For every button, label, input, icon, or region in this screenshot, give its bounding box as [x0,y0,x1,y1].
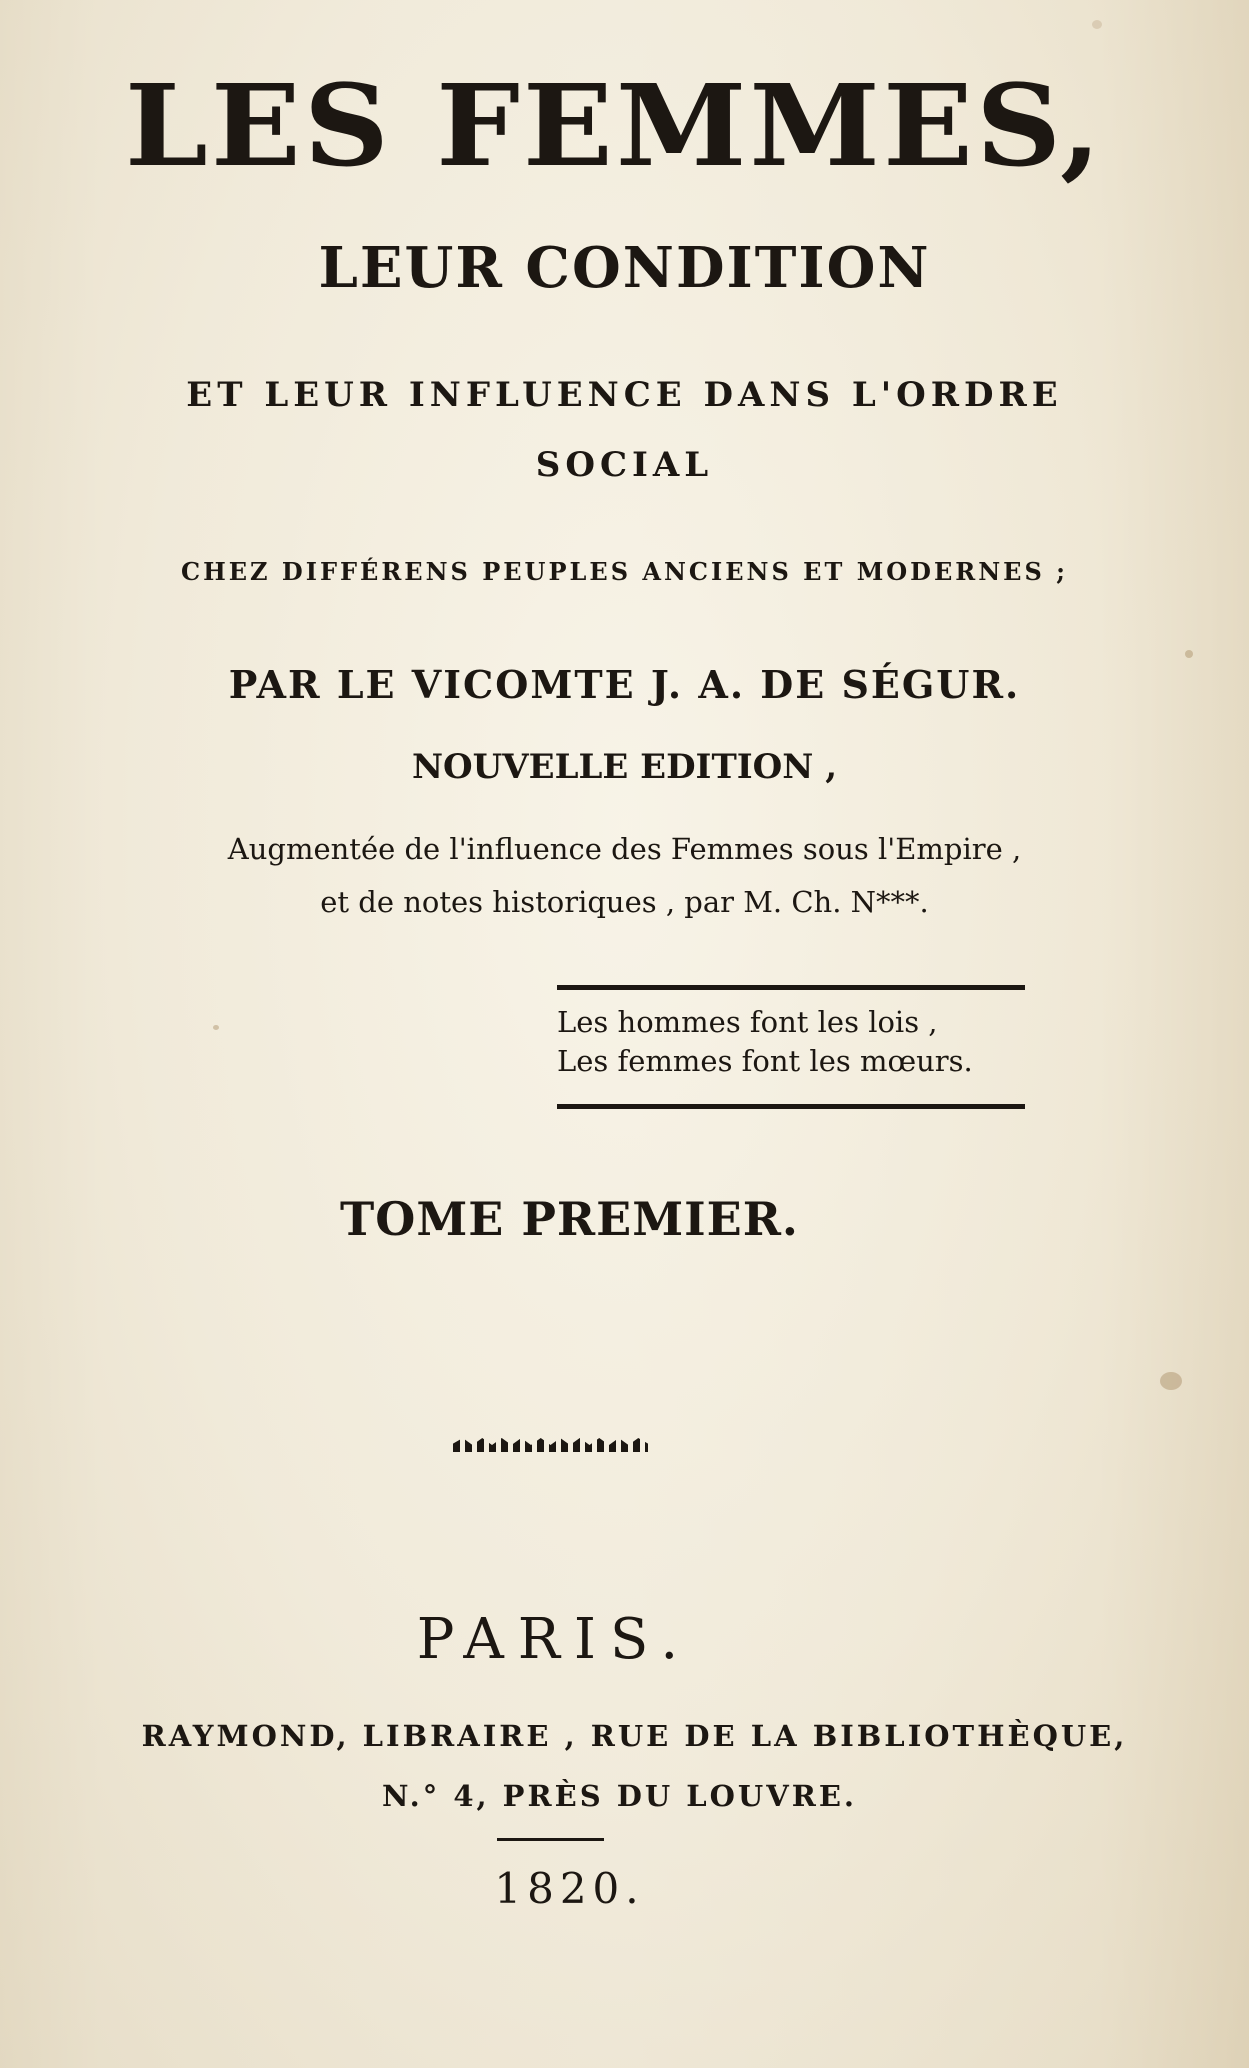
book-title: LES FEMMES, [124,59,1105,192]
epigraph-top-rule [557,985,1025,990]
foxing-stain [1092,20,1102,29]
foxing-stain [1185,650,1193,658]
imprint-year: 1820. [494,1864,645,1913]
volume-label: TOME PREMIER. [340,1192,799,1246]
imprint-city: PARIS. [416,1607,693,1672]
epigraph-bottom-rule [557,1104,1025,1109]
foxing-stain [1160,1372,1182,1390]
foxing-stain [213,1025,219,1030]
augmentation-line-1: Augmentée de l'influence des Femmes sous l'Empire , [227,832,1022,866]
subtitle-line-3: SOCIAL [535,445,714,485]
epigraph-line-2: Les femmes font les mœurs. [557,1044,973,1078]
augmentation-line-2: et de notes historiques , par M. Ch. N***. [320,885,929,919]
edition-line: NOUVELLE EDITION , [411,747,838,787]
subtitle-line-1: LEUR CONDITION [318,235,931,301]
imprint-rule [497,1838,604,1841]
imprint-address: N.° 4, PRÈS DU LOUVRE. [381,1779,858,1813]
epigraph [557,985,1025,1110]
subtitle-line-2: ET LEUR INFLUENCE DANS L'ORDRE [186,375,1063,415]
imprint-publisher: RAYMOND, LIBRAIRE , RUE DE LA BIBLIOTHÈQUE, [141,1719,1128,1753]
ornament-rule [453,1438,648,1452]
epigraph-line-1: Les hommes font les lois , [557,1005,938,1039]
author-line: PAR LE VICOMTE J. A. DE SÉGUR. [228,662,1021,707]
peoples-line: CHEZ DIFFÉRENS PEUPLES ANCIENS ET MODERNES ; [180,557,1068,586]
